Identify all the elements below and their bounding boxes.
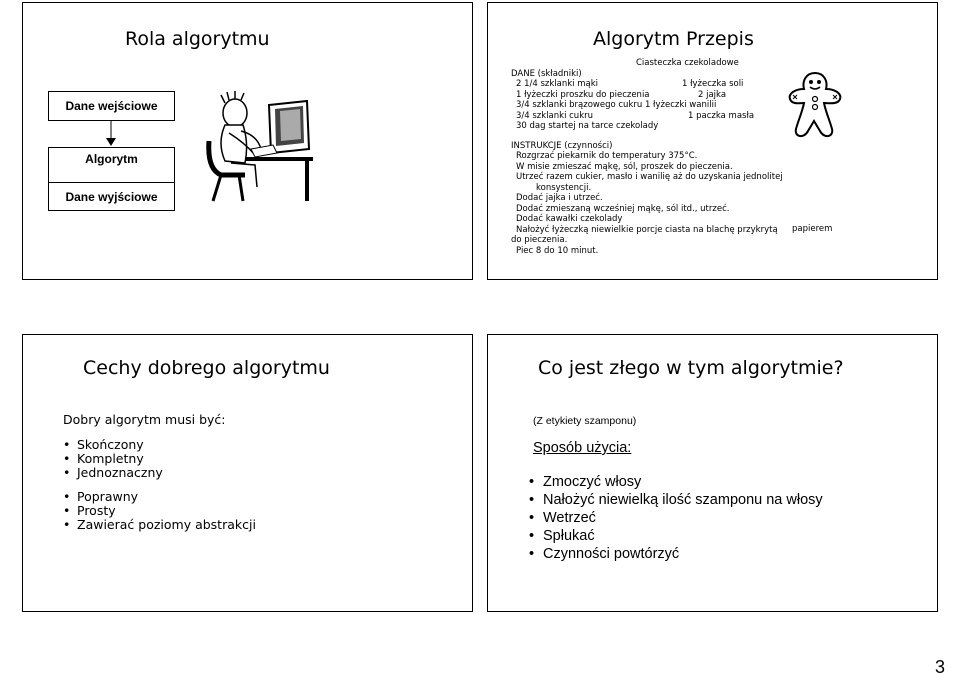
instruction: Dodać jajka i utrzeć.: [516, 193, 603, 203]
instruction: Nałożyć łyżeczką niewielkie porcje ciasta na blachę przykrytą: [516, 224, 778, 235]
algorithm-box: Algorytm: [48, 147, 175, 211]
ingredient: 30 dag startej na tarce czekolady: [516, 121, 659, 131]
instruction: do pieczenia.: [511, 235, 568, 245]
instruction: Dodać kawałki czekolady: [516, 214, 623, 224]
recipe-name: Ciasteczka czekoladowe: [636, 58, 739, 68]
output-data-box: Dane wyjściowe: [48, 182, 175, 211]
ingredient: 2 jajka: [698, 89, 727, 100]
list-item: • Poprawny: [63, 490, 256, 504]
feature-list-2: [63, 490, 256, 532]
instruction: W misie zmieszać mąkę, sól, proszek do pieczenia.: [516, 161, 733, 172]
ingredient: 3/4 szklanki cukru: [516, 110, 594, 121]
list-item: • Wetrzeć: [529, 509, 823, 527]
slide-algorytm-przepis: [487, 2, 938, 280]
intro-text: Dobry algorytm musi być:: [63, 412, 226, 427]
slide-title: Cechy dobrego algorytmu: [83, 357, 330, 379]
ingredient: 3/4 szklanki brązowego cukru 1 łyżeczki wanilii: [516, 100, 717, 110]
ingredient: 1 łyżeczka soli: [682, 79, 744, 89]
flow-arrow-1: [103, 121, 119, 147]
ingredient: 1 paczka masła: [688, 110, 755, 121]
list-item: • Skończony: [63, 438, 163, 452]
slide-rola-algorytmu: [22, 2, 473, 280]
instruction: Rozgrzać piekarnik do temperatury 375°C.: [516, 151, 698, 161]
list-item: • Nałożyć niewielką ilość szamponu na włosy: [529, 491, 823, 509]
list-item: • Czynności powtórzyć: [529, 545, 823, 563]
list-item: • Zawierać poziomy abstrakcji: [63, 518, 256, 532]
page-number: 3: [935, 657, 946, 677]
slide-title: Co jest złego w tym algorytmie?: [538, 357, 844, 379]
ingredient: 2 1/4 szklanki mąki: [516, 79, 599, 89]
slide-title: Rola algorytmu: [125, 28, 270, 50]
usage-steps-list: [529, 473, 823, 563]
list-item: • Zmoczyć włosy: [529, 473, 823, 491]
instruction: Dodać zmieszaną wcześniej mąkę, sól itd., utrzeć.: [516, 203, 730, 214]
person-at-computer-illustration: [205, 91, 315, 203]
slide-cechy-dobrego-algorytmu: [22, 334, 473, 612]
list-item: • Spłukać: [529, 527, 823, 545]
instruction-continuation: papierem: [792, 224, 833, 234]
list-item: • Prosty: [63, 504, 256, 518]
list-item: • Kompletny: [63, 452, 163, 466]
slide-title: Algorytm Przepis: [593, 28, 754, 50]
ingredient: 1 łyżeczki proszku do pieczenia: [516, 89, 650, 100]
input-data-box: Dane wejściowe: [48, 91, 175, 121]
instructions-header: INSTRUKCJE (czynności): [511, 141, 613, 151]
instruction: Piec 8 do 10 minut.: [516, 245, 599, 256]
instruction: konsystencji.: [536, 182, 592, 193]
gingerbread-man-illustration: [784, 69, 846, 143]
feature-list-1: [63, 438, 163, 480]
slide-co-jest-zlego: [487, 334, 938, 612]
instruction: Utrzeć razem cukier, masło i wanilię aż do uzyskania jednolitej: [516, 172, 783, 182]
source-note: (Z etykiety szamponu): [533, 415, 637, 427]
instructions-list: [511, 151, 783, 256]
usage-header: Sposób użycia:: [533, 440, 632, 456]
data-header: DANE (składniki): [511, 69, 582, 79]
list-item: • Jednoznaczny: [63, 466, 163, 480]
